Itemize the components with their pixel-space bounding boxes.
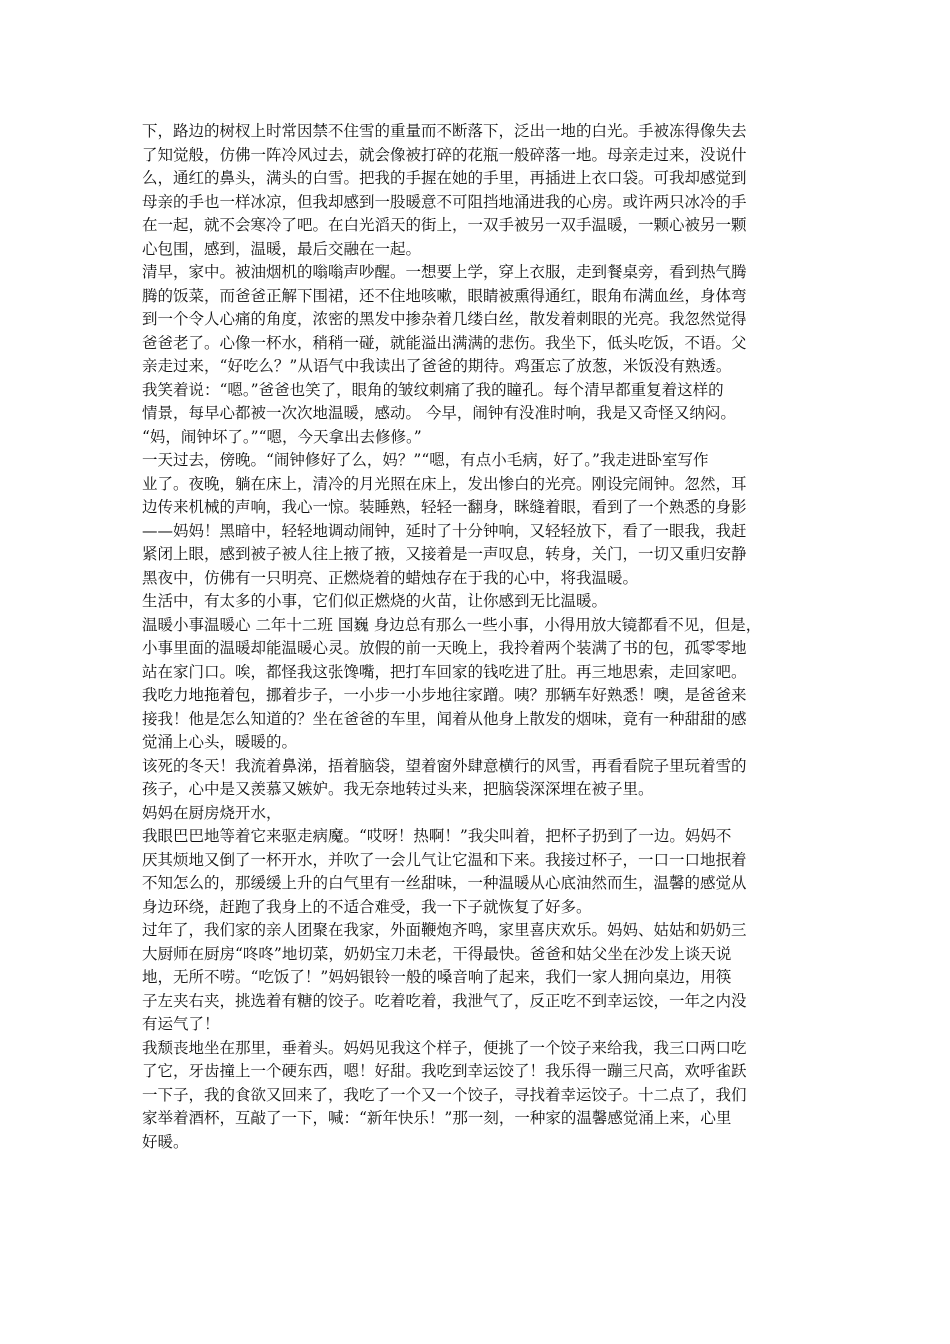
text-line: 站在家门口。唉，都怪我这张馋嘴，把打车回家的钱吃进了肚。再三地思索，走回家吧。 bbox=[142, 662, 747, 681]
text-line: 该死的冬天！我流着鼻涕，捂着脑袋，望着窗外肆意横行的风雪，再看看院子里玩着雪的 bbox=[142, 756, 747, 775]
text-line: 黑夜中，仿佛有一只明亮、正燃烧着的蜡烛存在于我的心中，将我温暖。 bbox=[142, 568, 639, 587]
text-line: 厌其烦地又倒了一杯开水，并吹了一会儿气让它温和下来。我接过杯子，一口一口地抿着 bbox=[142, 850, 747, 869]
text-line: 清早，家中。被油烟机的嗡嗡声吵醒。一想要上学，穿上衣服，走到餐桌旁，看到热气腾 bbox=[142, 263, 747, 281]
text-line: 小事里面的温暖却能温暖心灵。放假的前一天晚上，我拎着两个装满了书的包，孤零零地 bbox=[142, 639, 747, 657]
text-line: 有运气了！ bbox=[142, 1015, 220, 1033]
text-line: 身边环绕，赶跑了我身上的不适合难受，我一下子就恢复了好多。 bbox=[142, 897, 592, 916]
document-body bbox=[142, 120, 808, 1154]
text-line: 地，无所不唠。“吃饭了！”妈妈银铃一般的嗓音响了起来，我们一家人拥向桌边，用筷 bbox=[142, 968, 732, 986]
text-line: 接我！他是怎么知道的？坐在爸爸的车里，闻着从他身上散发的烟味，竟有一种甜甜的感 bbox=[142, 709, 747, 728]
text-line: 家举着酒杯，互敲了一下，喊：“新年快乐！”那一刻，一种家的温馨感觉涌上来，心里 bbox=[142, 1109, 732, 1127]
text-line: 亲走过来，“好吃么？”从语气中我读出了爸爸的期待。鸡蛋忘了放葱，米饭没有熟透。 bbox=[142, 357, 732, 375]
text-line: 妈妈在厨房烧开水， bbox=[142, 803, 282, 822]
text-line: ——妈妈！黑暗中，轻轻地调动闹钟，延时了十分钟响，又轻轻放下，看了一眼我，我赶 bbox=[142, 521, 747, 540]
text-line: 心包围，感到，温暖，最后交融在一起。 bbox=[142, 239, 422, 258]
text-line: 母亲的手也一样冰凉，但我却感到一股暖意不可阻挡地涌进我的心房。或许两只冰冷的手 bbox=[142, 192, 747, 211]
text-line: 过年了，我们家的亲人团聚在我家，外面鞭炮齐鸣，家里喜庆欢乐。妈妈、姑姑和奶奶三 bbox=[142, 921, 747, 939]
text-line: 我吃力地拖着包，挪着步子，一小步一小步地往家蹭。咦？那辆车好熟悉！噢，是爸爸来 bbox=[142, 686, 747, 704]
text-line: 我笑着说：“嗯。”爸爸也笑了，眼角的皱纹刺痛了我的瞳孔。每个清早都重复着这样的 bbox=[142, 380, 724, 399]
text-line: 到一个令人心痛的角度，浓密的黑发中掺杂着几缕白丝，散发着刺眼的光亮。我忽然觉得 bbox=[142, 310, 747, 328]
text-line: 我眼巴巴地等着它来驱走病魔。“哎呀！热啊！”我尖叫着，把杯子扔到了一边。妈妈不 bbox=[142, 827, 732, 845]
text-line: 孩子，心中是又羡慕又嫉妒。我无奈地转过头来，把脑袋深深埋在被子里。 bbox=[142, 780, 654, 798]
text-line: 好暖。 bbox=[142, 1132, 189, 1151]
text-line: 一下子，我的食欲又回来了，我吃了一个又一个饺子，寻找着幸运饺子。十二点了，我们 bbox=[142, 1085, 747, 1104]
text-line: 不知怎么的，那缓缓上升的白气里有一丝甜味，一种温暖从心底油然而生，温馨的感觉从 bbox=[142, 874, 747, 892]
text-line: 在一起，就不会寒冷了吧。在白光滔天的街上，一双手被另一双手温暖，一颗心被另一颗 bbox=[142, 216, 747, 234]
text-line: 下，路边的树杈上时常因禁不住雪的重量而不断落下，泛出一地的白光。手被冻得像失去 bbox=[142, 122, 747, 140]
text-line: 温暖小事温暖心 二年十二班 国巍 身边总有那么一些小事，小得用放大镜都看不见，但是， bbox=[142, 615, 762, 634]
text-line: 紧闭上眼，感到被子被人往上掖了掖，又接着是一声叹息，转身，关门，一切又重归安静 bbox=[142, 545, 747, 563]
text-line: 生活中，有太多的小事，它们似正燃烧的火苗，让你感到无比温暖。 bbox=[142, 592, 608, 610]
text-line: 了它，牙齿撞上一个硬东西，嗯！好甜。我吃到幸运饺了！我乐得一蹦三尺高，欢呼雀跃 bbox=[142, 1062, 747, 1080]
text-line: 么，通红的鼻头，满头的白雪。把我的手握在她的手里，再插进上衣口袋。可我却感觉到 bbox=[142, 169, 747, 187]
text-line: 了知觉般，仿佛一阵冷风过去，就会像被打碎的花瓶一般碎落一地。母亲走过来，没说什 bbox=[142, 145, 747, 164]
text-line: 边传来机械的声响，我心一惊。装睡熟，轻轻一翻身，眯缝着眼，看到了一个熟悉的身影 bbox=[142, 498, 747, 516]
text-line: 子左夹右夹，挑选着有糖的饺子。吃着吃着，我泄气了，反正吃不到幸运饺，一年之内没 bbox=[142, 991, 747, 1010]
text-line: 我颓丧地坐在那里，垂着头。妈妈见我这个样子，便挑了一个饺子来给我，我三口两口吃 bbox=[142, 1038, 747, 1057]
text-line: 业了。夜晚，躺在床上，清冷的月光照在床上，发出惨白的光亮。刚设完闹钟。忽然，耳 bbox=[142, 474, 747, 493]
text-line: “妈，闹钟坏了。”“嗯，今天拿出去修修。” bbox=[142, 427, 422, 446]
text-line: 觉涌上心头，暖暖的。 bbox=[142, 733, 298, 751]
text-line: 爸爸老了。心像一杯水，稍稍一碰，就能溢出满满的悲伤。我坐下，低头吃饭，不语。父 bbox=[142, 333, 747, 352]
text-line: 情景，每早心都被一次次地温暖，感动。 今早，闹钟有没准时响，我是又奇怪又纳闷。 bbox=[142, 404, 736, 422]
text-line: 大厨师在厨房“咚咚”地切菜，奶奶宝刀未老，干得最快。爸爸和姑父坐在沙发上谈天说 bbox=[142, 944, 732, 963]
text-line: 一天过去，傍晚。“闹钟修好了么，妈？”“嗯，有点小毛病，好了。”我走进卧室写作 bbox=[142, 451, 709, 469]
text-line: 腾的饭菜，而爸爸正解下围裙，还不住地咳嗽，眼睛被熏得通红，眼角布满血丝，身体弯 bbox=[142, 286, 747, 305]
